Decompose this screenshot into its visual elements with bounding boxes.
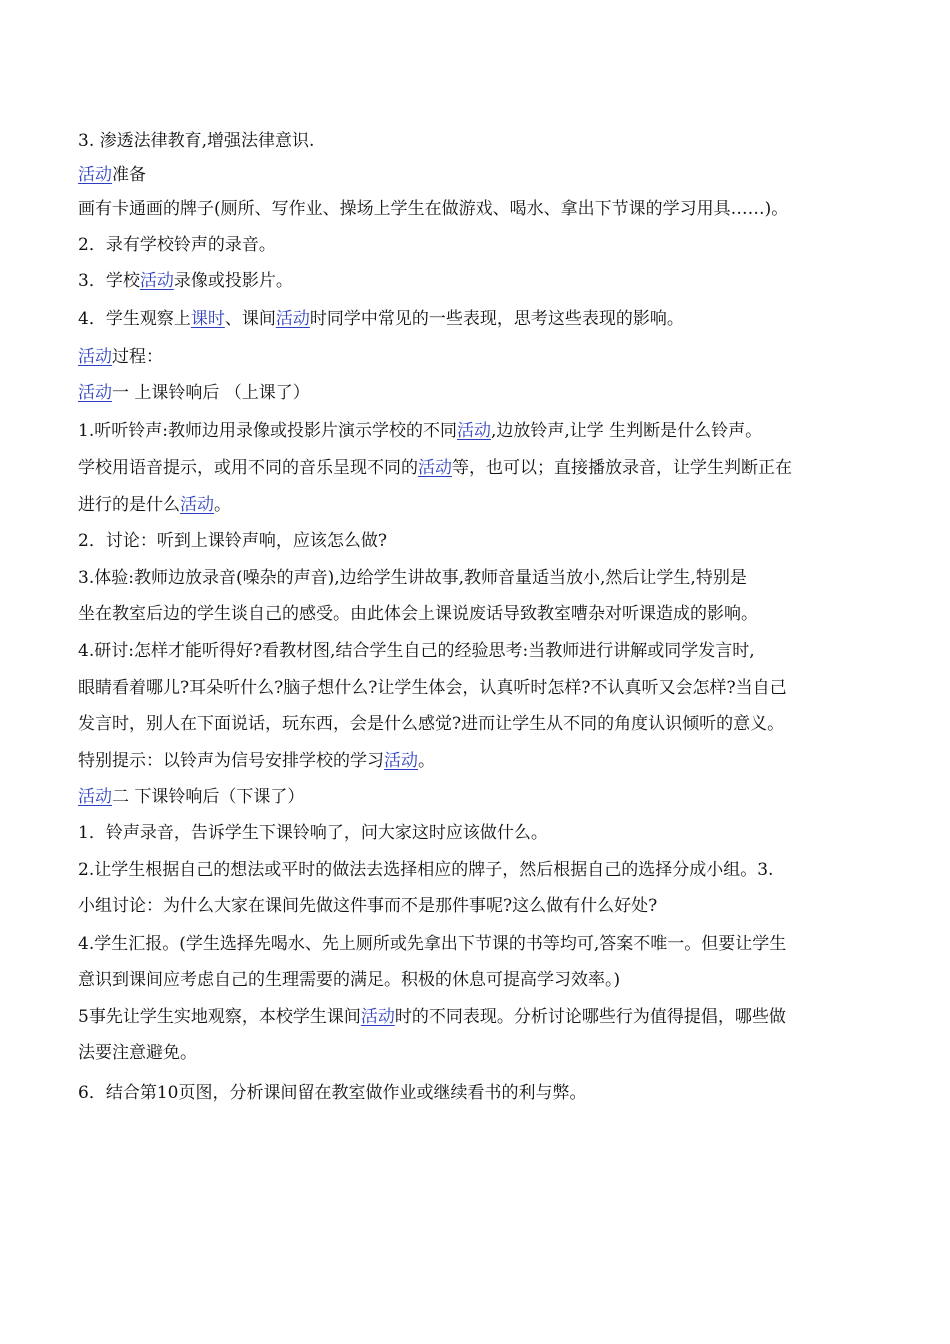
text-segment: 特别提示：以铃声为信号安排学校的学习 xyxy=(78,751,384,771)
text-line xyxy=(78,306,684,332)
text-segment: 学校用语音提示，或用不同的音乐呈现不同的 xyxy=(78,458,418,478)
text-segment: 录像或投影片。 xyxy=(173,271,293,291)
text-line xyxy=(78,565,747,591)
text-segment: 小组讨论：为什么大家在课间先做这件事而不是那件事呢?这么做有什么好处? xyxy=(78,896,658,916)
text-line xyxy=(78,196,788,222)
text-line xyxy=(78,601,758,627)
text-line xyxy=(78,162,146,188)
text-segment: 画有卡通画的牌子(厕所、写作业、操场上学生在做游戏、喝水、拿出下节课的学习用具……)。 xyxy=(78,199,789,219)
hyperlink[interactable]: 活动 xyxy=(418,458,452,478)
hyperlink[interactable]: 活动 xyxy=(78,787,112,807)
text-line xyxy=(78,893,657,919)
text-line xyxy=(78,455,792,481)
hyperlink[interactable]: 活动 xyxy=(180,495,214,515)
text-segment: 5事先让学生实地观察，本校学生课间 xyxy=(78,1007,361,1027)
text-line xyxy=(78,784,304,810)
text-segment: 3. 渗透法律教育,增强法律意识. xyxy=(78,131,315,151)
text-segment: 6．结合第10页图，分析课间留在教室做作业或继续看书的利与弊。 xyxy=(78,1083,587,1103)
hyperlink[interactable]: 活动 xyxy=(456,421,491,441)
text-line xyxy=(78,232,276,258)
text-line xyxy=(78,820,548,846)
text-segment: 2．讨论：听到上课铃声响，应该怎么做? xyxy=(78,531,387,551)
text-line xyxy=(78,268,293,294)
hyperlink[interactable]: 活动 xyxy=(78,165,112,185)
text-segment: 。 xyxy=(418,751,435,771)
text-segment: 法要注意避免。 xyxy=(78,1043,197,1063)
text-segment: ,边放铃声,让学 生判断是什么铃声。 xyxy=(490,421,763,441)
text-segment: 意识到课间应考虑自己的生理需要的满足。积极的休息可提高学习效率。) xyxy=(78,970,621,990)
hyperlink[interactable]: 活动 xyxy=(78,347,112,367)
text-segment: 。 xyxy=(214,495,231,515)
text-segment: 4.研讨:怎样才能听得好?看教材图,结合学生自己的经验思考:当教师进行讲解或同学发言时, xyxy=(78,641,755,661)
text-segment: 2．录有学校铃声的录音。 xyxy=(78,235,276,255)
text-segment: 时同学中常见的一些表现，思考这些表现的影响。 xyxy=(309,309,684,329)
hyperlink[interactable]: 活动 xyxy=(360,1007,395,1027)
text-line xyxy=(78,1004,786,1030)
text-segment: 1．铃声录音，告诉学生下课铃响了，问大家这时应该做什么。 xyxy=(78,823,548,843)
text-segment: 2.让学生根据自己的想法或平时的做法去选择相应的牌子，然后根据自己的选择分成小组。3. xyxy=(78,860,774,880)
text-line xyxy=(78,675,787,701)
text-segment: 坐在教室后边的学生谈自己的感受。由此体会上课说废话导致教室嘈杂对听课造成的影响。 xyxy=(78,604,758,624)
text-line xyxy=(78,967,620,993)
text-line xyxy=(78,748,435,774)
text-segment: 3.体验:教师边放录音(噪杂的声音),边给学生讲故事,教师音量适当放小,然后让学生,特别是 xyxy=(78,568,747,588)
text-line xyxy=(78,1080,586,1106)
text-line xyxy=(78,1040,197,1066)
hyperlink[interactable]: 活动 xyxy=(139,271,174,291)
text-line xyxy=(78,638,755,664)
text-line xyxy=(78,418,762,444)
text-line xyxy=(78,492,231,518)
text-segment: 一 上课铃响后 （上课了） xyxy=(112,383,310,403)
text-segment: 眼睛看着哪儿?耳朵听什么?脑子想什么?让学生体会，认真听时怎样?不认真听又会怎样?当自己 xyxy=(78,678,787,698)
text-segment: 4.学生汇报。(学生选择先喝水、先上厕所或先拿出下节课的书等均可,答案不唯一。但要让学生 xyxy=(78,934,787,954)
hyperlink[interactable]: 活动 xyxy=(384,751,418,771)
text-line xyxy=(78,528,387,554)
text-line xyxy=(78,857,773,883)
text-segment: 进行的是什么 xyxy=(78,495,180,515)
text-line xyxy=(78,344,163,370)
text-segment: 过程： xyxy=(112,347,163,367)
text-segment: 等，也可以；直接播放录音，让学生判断正在 xyxy=(452,458,792,478)
text-line xyxy=(78,931,786,957)
hyperlink[interactable]: 活动 xyxy=(275,309,310,329)
text-segment: 3．学校 xyxy=(78,271,140,291)
text-segment: 准备 xyxy=(112,165,146,185)
text-line xyxy=(78,128,314,154)
text-line xyxy=(78,380,310,406)
text-segment: 、课间 xyxy=(224,309,276,329)
hyperlink[interactable]: 课时 xyxy=(190,309,225,329)
text-segment: 发言时，别人在下面说话，玩东西，会是什么感觉?进而让学生从不同的角度认识倾听的意义。 xyxy=(78,714,785,734)
text-segment: 4．学生观察上 xyxy=(78,309,191,329)
text-segment: 二 下课铃响后（下课了） xyxy=(112,787,305,807)
hyperlink[interactable]: 活动 xyxy=(78,383,112,403)
text-line xyxy=(78,711,784,737)
text-segment: 时的不同表现。分析讨论哪些行为值得提倡，哪些做 xyxy=(394,1007,786,1027)
text-segment: 1.听听铃声:教师边用录像或投影片演示学校的不同 xyxy=(78,421,457,441)
